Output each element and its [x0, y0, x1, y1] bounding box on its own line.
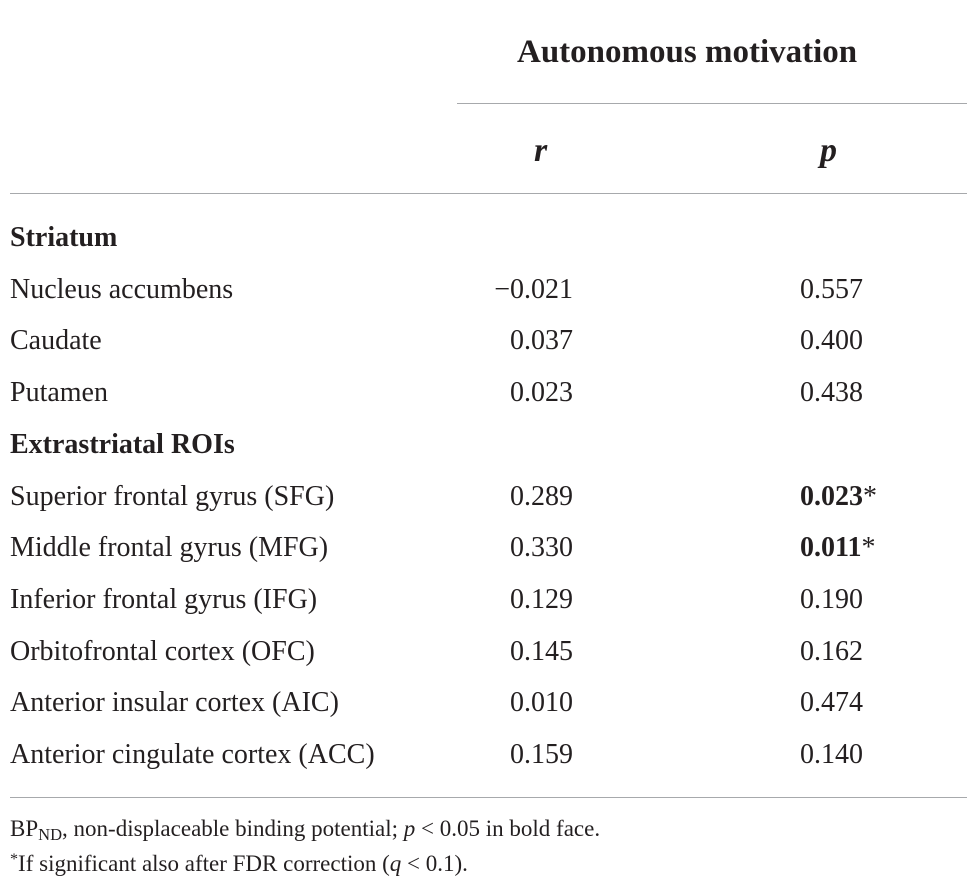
- p-number: 0.438: [800, 377, 863, 409]
- r-value: 0.010: [510, 687, 573, 719]
- table-row: [0, 677, 979, 729]
- table-row: [0, 522, 979, 574]
- row-label: Anterior cingulate cortex (ACC): [10, 739, 375, 770]
- table-row: [0, 471, 979, 523]
- p-value: [800, 367, 863, 419]
- row-label: Orbitofrontal cortex (OFC): [10, 635, 315, 667]
- row-label: Middle frontal gyrus (MFG): [10, 532, 329, 564]
- row-label: Caudate: [10, 325, 102, 357]
- footnote-abbreviations: $BP_{ND}$, non-displaceable binding potential; p < 0.05 in bold face.: [10, 816, 601, 845]
- r-value: 0.037: [510, 325, 573, 357]
- group-title: Autonomous motivation: [517, 34, 858, 70]
- header-rule: [10, 193, 967, 194]
- r-value: 0.330: [510, 532, 573, 564]
- section-label: Striatum: [10, 222, 118, 253]
- p-value: [800, 574, 863, 626]
- p-number: 0.011: [800, 532, 862, 564]
- table-row: [0, 367, 979, 419]
- p-number: 0.400: [800, 325, 863, 357]
- bottom-rule: [10, 797, 967, 798]
- table-row: [0, 729, 979, 781]
- p-number: 0.162: [800, 635, 863, 667]
- section-label: Extrastriatal ROIs: [10, 428, 235, 460]
- row-label: Superior frontal gyrus (SFG): [10, 480, 335, 512]
- p-value: [800, 264, 863, 316]
- p-value: [800, 315, 863, 367]
- p-number: 0.557: [800, 273, 863, 305]
- footnote-significance: *If significant also after FDR correction (q < 0.1).: [10, 851, 468, 877]
- significance-mark: *: [863, 480, 877, 512]
- p-number: 0.140: [800, 739, 863, 770]
- group-rule: [457, 103, 967, 104]
- p-value: [800, 471, 877, 523]
- p-value: [800, 729, 863, 781]
- section-row: [0, 419, 979, 471]
- column-header-p: p: [820, 132, 837, 169]
- p-number: 0.190: [800, 583, 863, 615]
- p-value: [800, 626, 863, 678]
- significance-mark: *: [861, 532, 876, 564]
- r-value: 0.023: [510, 377, 573, 409]
- r-value: 0.289: [510, 480, 573, 512]
- p-number: 0.023: [800, 480, 863, 512]
- p-value: [800, 677, 863, 729]
- r-value: 0.129: [510, 583, 573, 615]
- table-row: [0, 626, 979, 678]
- column-header-r: r: [534, 132, 548, 169]
- section-row: [0, 212, 979, 264]
- p-number: 0.474: [800, 687, 863, 719]
- row-label: Anterior insular cortex (AIC): [10, 687, 339, 719]
- row-label: Inferior frontal gyrus (IFG): [10, 583, 318, 615]
- table-row: [0, 574, 979, 626]
- r-value: 0.159: [510, 739, 573, 770]
- r-value: −0.021: [494, 273, 573, 305]
- r-value: 0.145: [510, 635, 573, 667]
- table-row: [0, 315, 979, 367]
- table-row: [0, 264, 979, 316]
- row-label: Nucleus accumbens: [10, 273, 234, 305]
- row-label: Putamen: [10, 377, 108, 409]
- p-value: [800, 522, 875, 574]
